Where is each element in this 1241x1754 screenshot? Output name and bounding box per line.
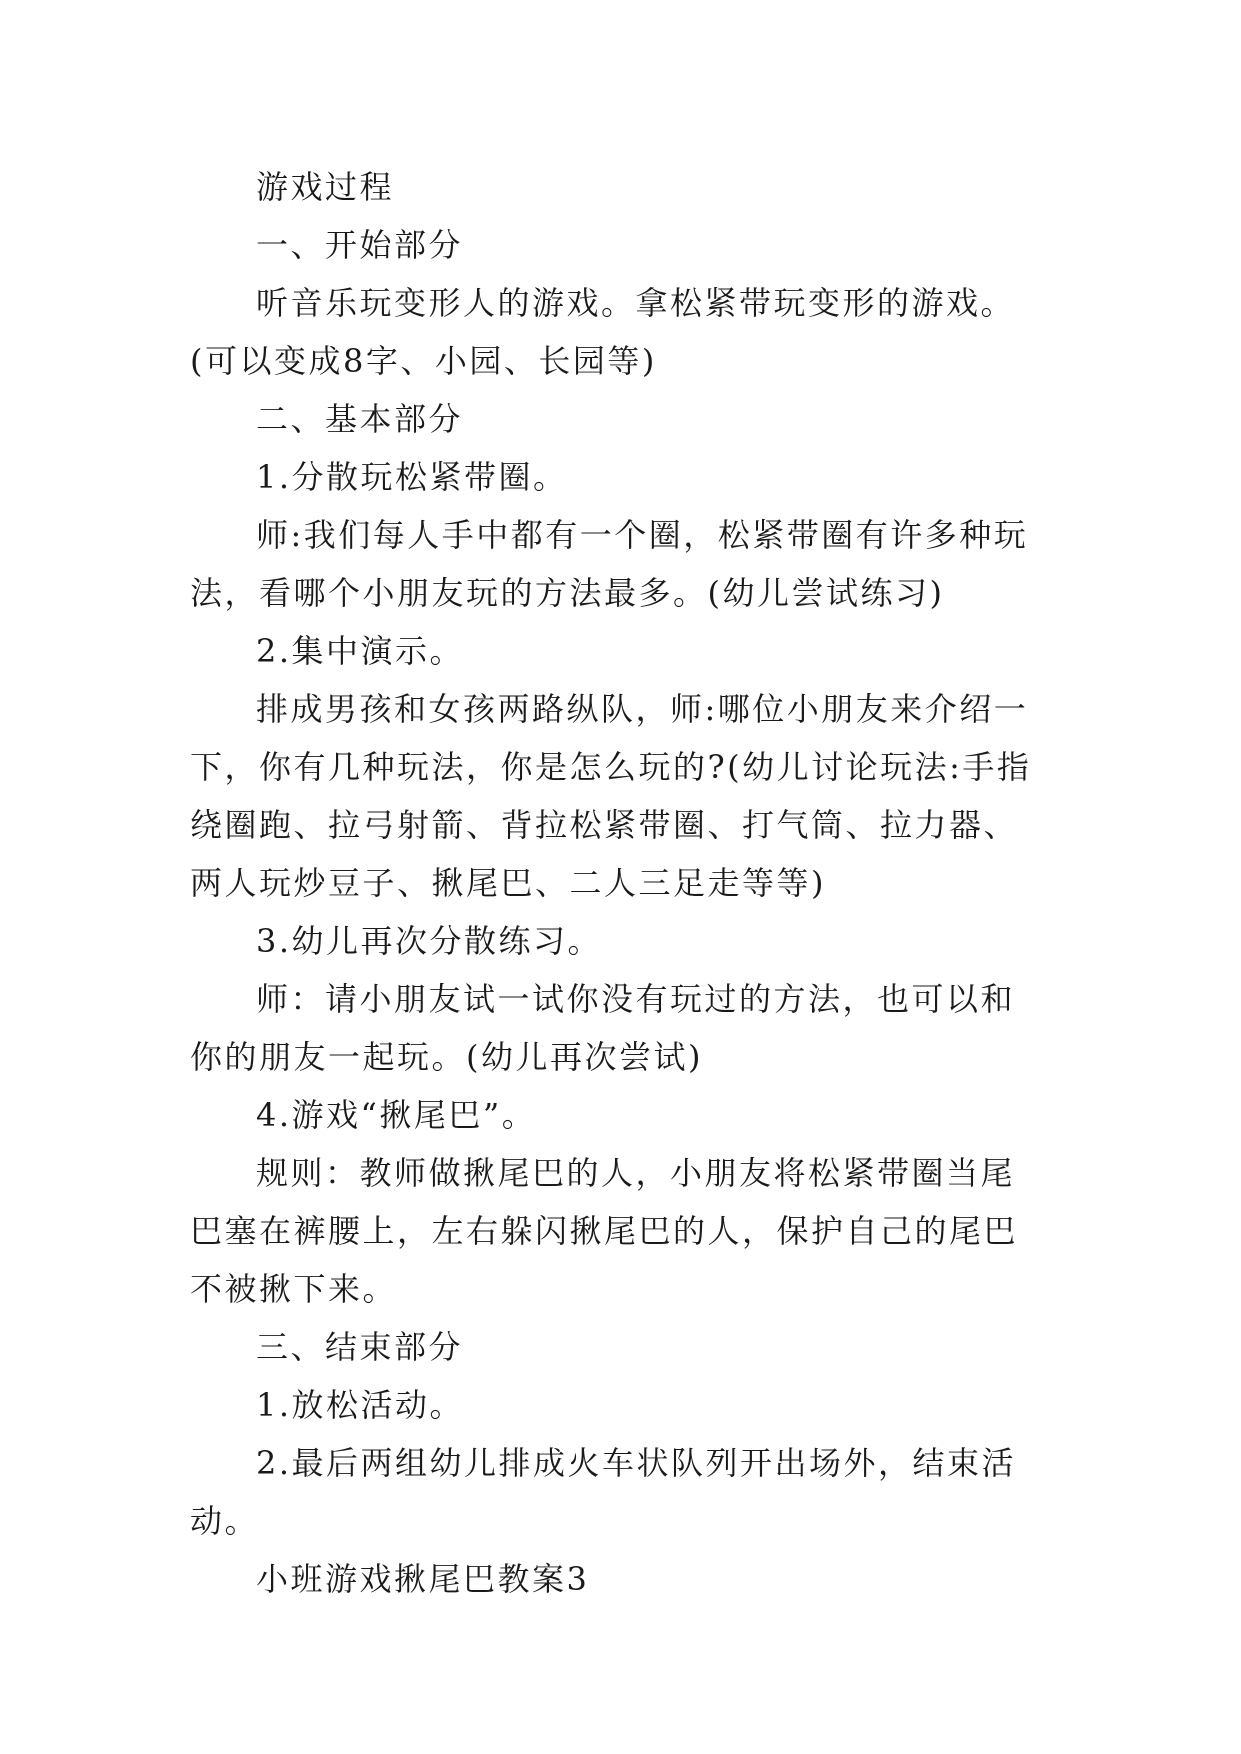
- step-4: 4.游戏“揪尾巴”。: [256, 1096, 537, 1134]
- paragraph-practice-again: 师：请小朋友试一试你没有玩过的方法，也可以和你的朋友一起玩。(幼儿再次尝试): [190, 980, 1016, 1076]
- paragraph-rules: 规则：教师做揪尾巴的人，小朋友将松紧带圈当尾巴塞在裤腰上，左右躲闪揪尾巴的人，保护自己的尾巴不被揪下来。: [190, 1154, 1019, 1308]
- section-heading-start: 一、开始部分: [256, 226, 464, 264]
- heading-game-process: 游戏过程: [256, 168, 395, 206]
- end-step-2: 2.最后两组幼儿排成火车状队列开出场外，结束活动。: [190, 1444, 1017, 1540]
- document-body: [190, 158, 1048, 1608]
- end-step-1: 1.放松活动。: [256, 1386, 465, 1424]
- section-heading-basic: 二、基本部分: [256, 400, 464, 438]
- heading-next-lesson: 小班游戏揪尾巴教案3: [256, 1560, 590, 1598]
- paragraph-demonstration: 排成男孩和女孩两路纵队，师:哪位小朋友来介绍一下，你有几种玩法，你是怎么玩的?(幼儿讨论玩法:手指绕圈跑、拉弓射箭、背拉松紧带圈、打气筒、拉力器、两人玩炒豆子、揪尾巴、二人三足走等等): [190, 690, 1032, 902]
- step-2: 2.集中演示。: [256, 632, 465, 670]
- section-heading-end: 三、结束部分: [256, 1328, 464, 1366]
- step-1: 1.分散玩松紧带圈。: [256, 458, 568, 496]
- paragraph-warmup: 听音乐玩变形人的游戏。拿松紧带玩变形的游戏。(可以变成8字、小园、长园等): [190, 284, 1016, 380]
- paragraph-teacher-intro: 师:我们每人手中都有一个圈，松紧带圈有许多种玩法，看哪个小朋友玩的方法最多。(幼儿尝试练习): [190, 516, 1029, 612]
- step-3: 3.幼儿再次分散练习。: [256, 922, 603, 960]
